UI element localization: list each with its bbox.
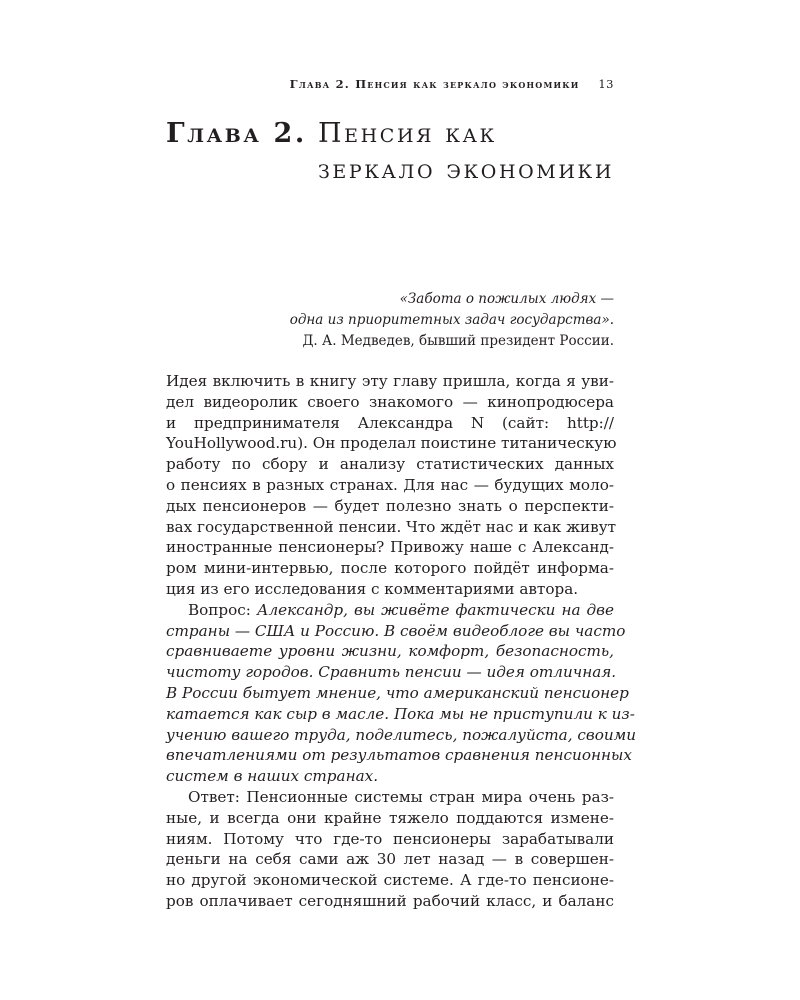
text-line: страны — США и Россию. В своём видеоблоге вы часто: [166, 621, 626, 640]
text-line: деньги на себя сами аж 30 лет назад — в совершен-: [166, 850, 614, 869]
question-text: Александр, вы живёте фактически на две: [256, 600, 615, 619]
epigraph-quote-line-1: «Забота о пожилых людях —: [399, 291, 614, 307]
body-text: [166, 371, 636, 912]
epigraph-quote-line-2: одна из приоритетных задач государства».: [289, 312, 614, 328]
text-line: YouHollywood.ru). Он проделал поистине титаническую: [166, 434, 617, 453]
text-line: учению вашего труда, поделитесь, пожалуйста, своими: [166, 725, 636, 744]
page-number: 13: [598, 77, 614, 91]
text-line: ром мини-интервью, после которого пойдёт информа-: [166, 559, 614, 578]
paragraph-intro: [166, 371, 617, 600]
paragraph-answer: [166, 787, 614, 912]
text-line: ция из его исследования с комментариями автора.: [166, 579, 579, 598]
text-line: дых пенсионеров — будет полезно знать о перспекти-: [166, 496, 614, 515]
text-line: ные, и всегда они крайне тяжело поддаются измене-: [166, 808, 614, 827]
text-line: о пенсиях в разных странах. Для нас — будущих моло-: [166, 475, 614, 494]
text-line: ров оплачивает сегодняшний рабочий класс, и баланс: [166, 891, 614, 910]
running-header-title: Глава 2. Пенсия как зеркало экономики: [289, 77, 580, 91]
text-line: вах государственной пенсии. Что ждёт нас и как живут: [166, 517, 617, 536]
answer-first-line: Ответ: Пенсионные системы стран мира очень раз-: [188, 787, 614, 806]
text-line: ниям. Потому что где-то пенсионеры зарабатывали: [166, 829, 614, 848]
text-line: и предпринимателя Александра N (сайт: http://: [166, 413, 614, 432]
chapter-number: Глава 2.: [166, 118, 307, 149]
text-line: В России бытует мнение, что американский пенсионер: [166, 683, 629, 702]
question-label: Вопрос:: [188, 600, 257, 619]
text-line: но другой экономической системе. А где-то пенсионе-: [166, 871, 614, 890]
text-line: работу по сбору и анализу статистических данных: [166, 455, 614, 474]
text-line: систем в наших странах.: [166, 767, 379, 786]
text-line: иностранные пенсионеры? Привожу наше с Александ-: [166, 538, 614, 557]
text-line: Идея включить в книгу эту главу пришла, когда я уви-: [166, 372, 614, 390]
paragraph-question: [166, 600, 636, 787]
chapter-title-line-1: [166, 116, 614, 152]
epigraph-attribution: Д. А. Медведев, бывший президент России.: [302, 333, 614, 349]
epigraph: [166, 289, 614, 352]
text-line: сравниваете уровни жизни, комфорт, безопасность,: [166, 642, 614, 661]
text-line: дел видеоролик своего знакомого — кинопродюсера: [166, 392, 614, 411]
chapter-title-part-1: Пенсия как: [306, 118, 497, 149]
chapter-title-line-2: зеркало экономики: [317, 154, 614, 185]
question-first-line: [166, 600, 614, 621]
text-line: чистоту городов. Сравнить пенсии — идея отличная.: [166, 663, 617, 682]
chapter-title: [166, 116, 614, 188]
text-line: впечатлениями от результатов сравнения пенсионных: [166, 746, 632, 765]
text-line: катается как сыр в масле. Пока мы не приступили к из-: [166, 704, 635, 723]
running-header: [166, 77, 614, 91]
